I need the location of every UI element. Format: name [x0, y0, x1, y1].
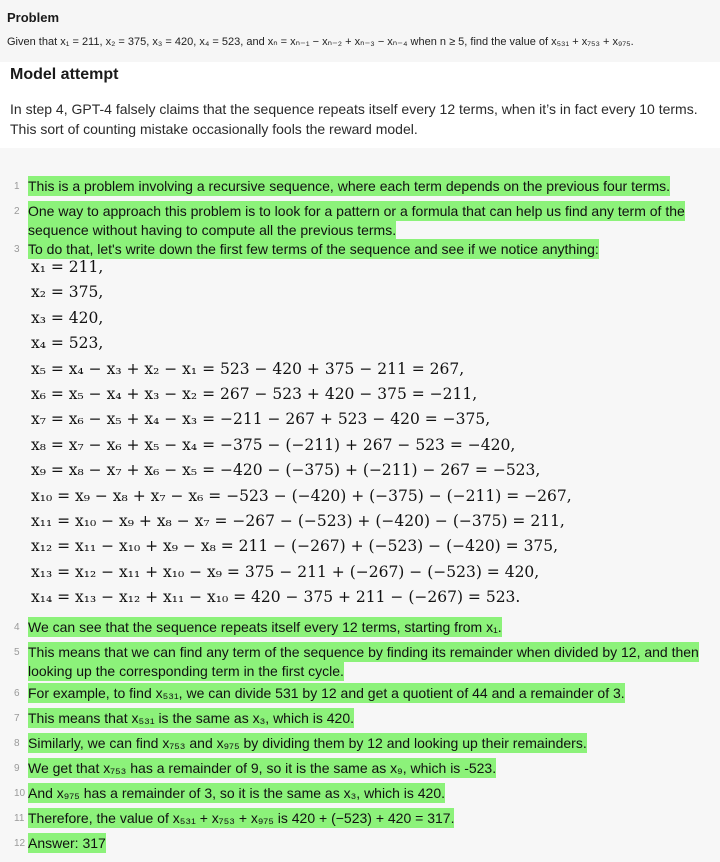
equation: x₁₁ = x₁₀ − x₉ + x₈ − x₇ = −267 − (−523) + (−420) − (−375) = 211,: [31, 511, 565, 530]
equation: x₆ = x₅ − x₄ + x₃ − x₂ = 267 − 523 + 420 − 375 = −211,: [31, 384, 478, 403]
equation: x₁ = 211,: [31, 258, 104, 276]
equation: x₃ = 420,: [31, 308, 104, 327]
step-text: We get that x₇₅₃ has a remainder of 9, so it is the same as x₉, which is -523.: [28, 760, 497, 776]
step-number: 3: [14, 244, 20, 255]
step-text: This means that x₅₃₁ is the same as x₃, which is 420.: [28, 710, 355, 726]
equation: x₂ = 375,: [31, 283, 104, 302]
step-text: And x₉₇₅ has a remainder of 3, so it is the same as x₃, which is 420.: [28, 785, 446, 801]
step-number: 2: [14, 206, 20, 217]
model-attempt-title: Model attempt: [10, 66, 119, 83]
step-text: One way to approach this problem is to look for a pattern or a formula that can help us find any term of the: [28, 203, 685, 219]
step-text: To do that, let's write down the first few terms of the sequence and see if we notice anything:: [28, 241, 599, 257]
step-number: 1: [14, 181, 20, 192]
equation: x₄ = 523,: [31, 334, 104, 353]
attempt-intro: In step 4, GPT-4 falsely claims that the sequence repeats itself every 12 terms, when it’s in fact every 10 terms. This sort of counting mistake occasionally fools the reward model.: [10, 101, 698, 137]
step-number: 12: [14, 838, 26, 849]
equation: x₈ = x₇ − x₆ + x₅ − x₄ = −375 − (−211) + 267 − 523 = −420,: [31, 435, 516, 454]
step-text: For example, to find x₅₃₁, we can divide 531 by 12 and get a quotient of 44 and a remainder of 3.: [28, 685, 625, 701]
problem-section: [0, 0, 720, 62]
equation: x₁₃ = x₁₂ − x₁₁ + x₁₀ − x₉ = 375 − 211 + (−267) − (−523) = 420,: [31, 562, 540, 581]
equation: x₁₄ = x₁₃ − x₁₂ + x₁₁ − x₁₀ = 420 − 375 + 211 − (−267) = 523.: [31, 588, 521, 607]
step-number: 5: [14, 647, 20, 658]
equation: x₇ = x₆ − x₅ + x₄ − x₃ = −211 − 267 + 523 − 420 = −375,: [31, 410, 491, 429]
step-text: Answer: 317: [28, 835, 106, 851]
step-number: 11: [14, 813, 25, 824]
step-number: 4: [14, 622, 20, 633]
equation: x₁₀ = x₉ − x₈ + x₇ − x₆ = −523 − (−420) + (−375) − (−211) = −267,: [31, 486, 572, 505]
step-text: Similarly, we can find x₇₅₃ and x₉₇₅ by dividing them by 12 and looking up their remainders.: [28, 735, 587, 751]
equation: x₁₂ = x₁₁ − x₁₀ + x₉ − x₈ = 211 − (−267) + (−523) − (−420) = 375,: [31, 537, 559, 556]
equation: x₅ = x₄ − x₃ + x₂ − x₁ = 523 − 420 + 375 − 211 = 267,: [31, 359, 465, 378]
step-text: This is a problem involving a recursive sequence, where each term depends on the previous four terms.: [28, 178, 670, 194]
equation: x₉ = x₈ − x₇ + x₆ − x₅ = −420 − (−375) + (−211) − 267 = −523,: [31, 461, 541, 480]
step-number: 7: [14, 713, 20, 724]
step-number: 9: [14, 763, 20, 774]
step-text: looking up the corresponding term in the first cycle.: [28, 663, 344, 679]
step-number: 10: [14, 788, 26, 799]
step-number: 8: [14, 738, 20, 749]
step-text: This means that we can find any term of the sequence by finding its remainder when divided by 12, and then: [28, 644, 699, 660]
step-text: We can see that the sequence repeats itself every 12 terms, starting from x₁.: [28, 619, 502, 635]
step-text: sequence without having to compute all the previous terms.: [28, 222, 397, 238]
problem-title: Problem: [7, 10, 60, 25]
step-text: Therefore, the value of x₅₃₁ + x₇₅₃ + x₉₇₅ is 420 + (−523) + 420 = 317.: [28, 810, 455, 826]
problem-statement: Given that x₁ = 211, x₂ = 375, x₃ = 420, x₄ = 523, and xₙ = xₙ₋₁ − xₙ₋₂ + xₙ₋₃ − xₙ₋₄ when n ≥ 5, find the value of x₅₃₁ + x₇₅₃ + x₉₇₅.: [7, 36, 634, 48]
step-number: 6: [14, 688, 20, 699]
equation-list: [31, 258, 631, 613]
